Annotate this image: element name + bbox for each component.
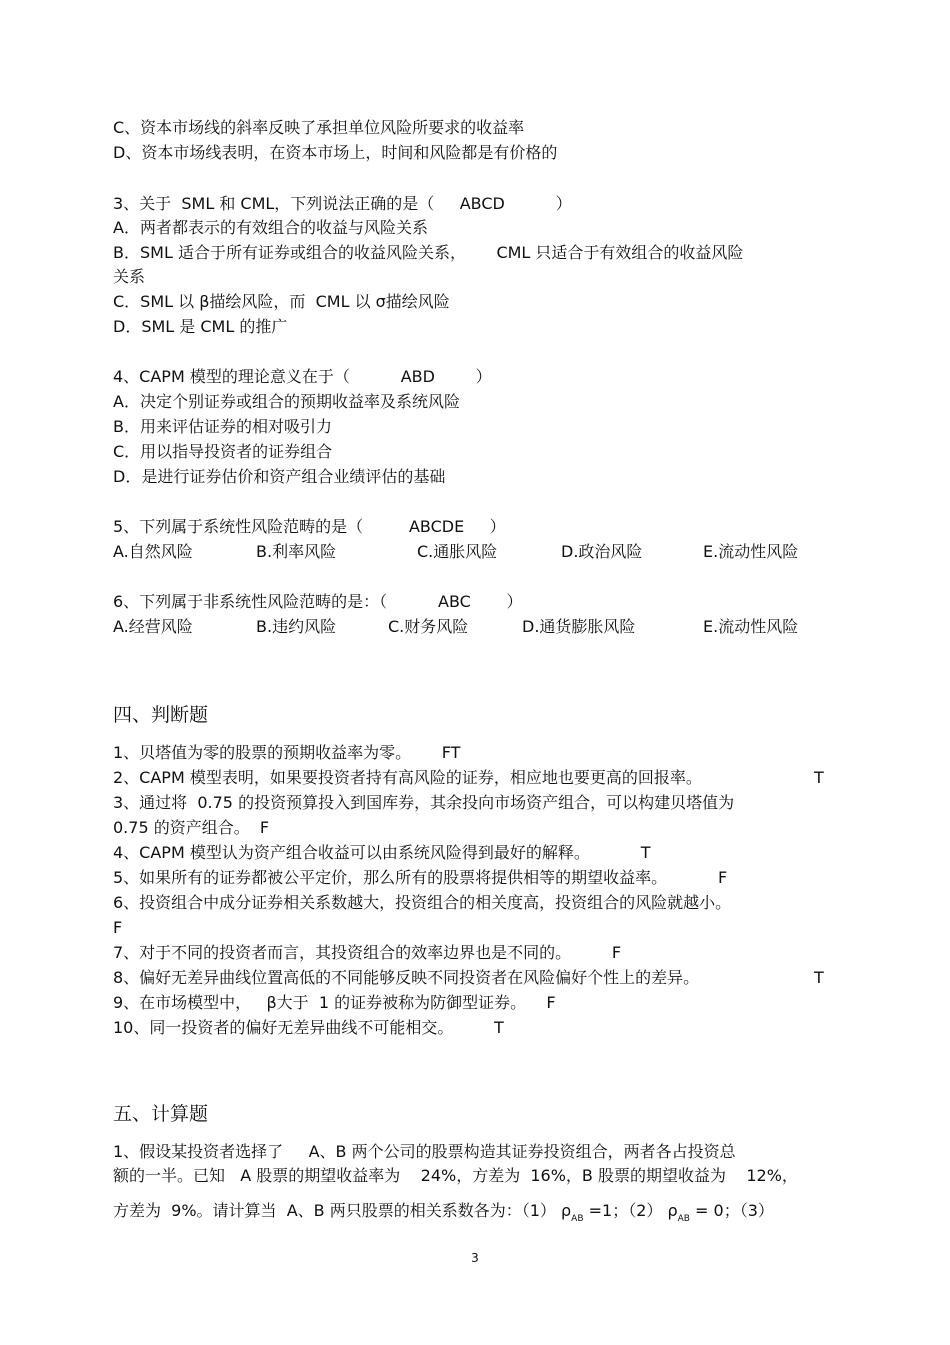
q4-option-d: D．是进行证券估价和资产组合业绩评估的基础: [113, 467, 446, 486]
judgment-item: 2、CAPM 模型表明，如果要投资者持有高风险的证券，相应地也要更高的回报率。: [113, 768, 702, 787]
q2-option-d: D、资本市场线表明，在资本市场上，时间和风险都是有价格的: [113, 143, 558, 162]
calc-q1-line1: 1、假设某投资者选择了 A、B 两个公司的股票构造其证券投资组合，两者各占投资总: [113, 1142, 736, 1161]
page-number: 3: [471, 1251, 479, 1265]
judgment-item: 7、对于不同的投资者而言，其投资组合的效率边界也是不同的。 F: [113, 943, 622, 962]
rho-subscript: AB: [677, 1214, 690, 1224]
q5-option: B.利率风险: [256, 542, 337, 561]
judgment-item: 8、偏好无差异曲线位置高低的不同能够反映不同投资者在风险偏好个性上的差异。: [113, 968, 700, 987]
judgment-answer: T: [814, 968, 824, 987]
section-4-title: 四、判断题: [113, 704, 209, 726]
q3-option-d: D．SML 是 CML 的推广: [113, 317, 288, 336]
calc-q1-eq1: =1；（2） ρ: [583, 1201, 678, 1220]
q5-option: E.流动性风险: [703, 542, 799, 561]
judgment-item: F: [113, 918, 123, 937]
judgment-item: 5、如果所有的证券都被公平定价，那么所有的股票将提供相等的期望收益率。 F: [113, 868, 728, 887]
q6-option: B.违约风险: [256, 617, 337, 636]
judgment-item: 1、贝塔值为零的股票的预期收益率为零。 FT: [113, 743, 461, 762]
calc-q1-eq2: = 0；（3）: [689, 1201, 774, 1220]
judgment-item: 0.75 的资产组合。 F: [113, 818, 270, 837]
q2-option-c: C、资本市场线的斜率反映了承担单位风险所要求的收益率: [113, 118, 525, 137]
q3-option-a: A．两者都表示的有效组合的收益与风险关系: [113, 218, 428, 237]
q6-option: D.通货膨胀风险: [522, 617, 636, 636]
judgment-answer: T: [814, 768, 824, 787]
judgment-item: 3、通过将 0.75 的投资预算投入到国库券，其余投向市场资产组合，可以构建贝塔值为: [113, 793, 735, 812]
q4-option-b: B．用来评估证券的相对吸引力: [113, 417, 332, 436]
calc-q1-line2: 额的一半。已知 A 股票的期望收益率为 24%，方差为 16%，B 股票的期望收益为 12%，: [113, 1166, 798, 1185]
judgment-item: 9、在市场模型中， β大于 1 的证券被称为防御型证券。 F: [113, 993, 556, 1012]
rho-subscript: AB: [571, 1214, 584, 1224]
q5-stem: 5、下列属于系统性风险范畴的是（ ABCDE ）: [113, 517, 506, 536]
q5-option: D.政治风险: [561, 542, 643, 561]
judgment-item: 4、CAPM 模型认为资产组合收益可以由系统风险得到最好的解释。 T: [113, 843, 651, 862]
q3-stem: 3、关于 SML 和 CML，下列说法正确的是（ ABCD ）: [113, 194, 572, 213]
q3-option-c: C．SML 以 β描绘风险，而 CML 以 σ描绘风险: [113, 292, 450, 311]
judgment-item: 10、同一投资者的偏好无差异曲线不可能相交。 T: [113, 1018, 504, 1037]
q6-option: C.财务风险: [388, 617, 469, 636]
section-5-title: 五、计算题: [113, 1103, 209, 1125]
q4-stem: 4、CAPM 模型的理论意义在于（ ABD ）: [113, 367, 492, 386]
q5-option: C.通胀风险: [417, 542, 498, 561]
q6-option: E.流动性风险: [703, 617, 799, 636]
q4-option-c: C．用以指导投资者的证券组合: [113, 442, 333, 461]
q6-options-row: [113, 617, 853, 757]
q5-option: A.自然风险: [113, 542, 193, 561]
calc-q1-line3: [113, 1201, 774, 1224]
q6-option: A.经营风险: [113, 617, 193, 636]
judgment-item: 6、投资组合中成分证券相关系数越大，投资组合的相关度高，投资组合的风险就越小。: [113, 893, 732, 912]
q3-option-b: B．SML 适合于所有证券或组合的收益风险关系， CML 只适合于有效组合的收益风险: [113, 243, 744, 262]
calc-q1-line3-text: 方差为 9%。请计算当 A、B 两只股票的相关系数各为：（1） ρ: [113, 1201, 572, 1220]
q4-option-a: A．决定个别证券或组合的预期收益率及系统风险: [113, 392, 460, 411]
q3-option-b-cont: 关系: [113, 267, 146, 286]
q6-stem: 6、下列属于非系统性风险范畴的是：（ ABC ）: [113, 592, 523, 611]
